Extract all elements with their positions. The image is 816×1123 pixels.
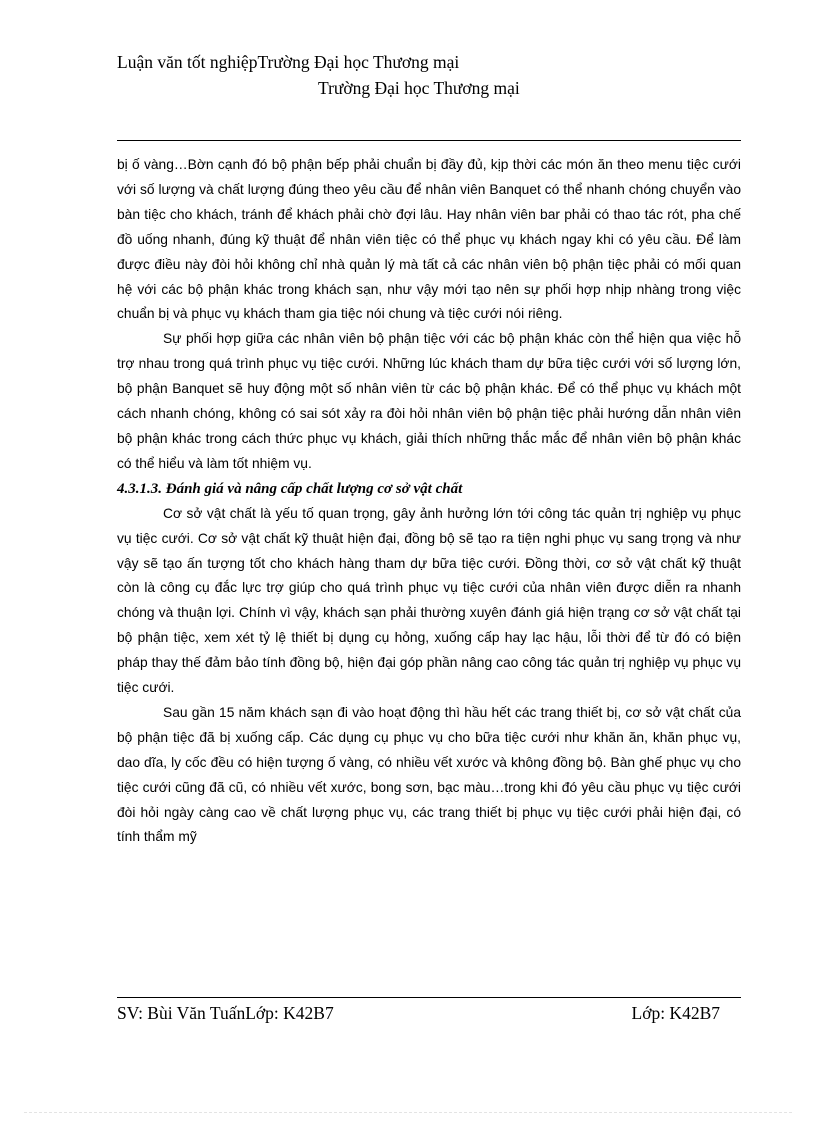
document-body xyxy=(117,153,741,850)
section-heading: 4.3.1.3. Đánh giá và nâng cấp chất lượng cơ sở vật chất xyxy=(117,480,463,497)
header-divider xyxy=(117,140,741,141)
paragraph-1: bị ố vàng…Bờn cạnh đó bộ phận bếp phải chuẩn bị đầy đủ, kịp thời các món ăn theo menu tiệc cưới với số lượng và chất lượng đúng theo yêu cầu để nhân viên Banquet có thể nhanh chóng chuyển vào bàn tiệc cho khách, tránh để khách phải chờ đợi lâu. Hay nhân viên bar phải có thao tác rót, pha chế đồ uống nhanh, đúng kỹ thuật để nhân viên tiệc có thể phục vụ khách ngay khi có yêu cầu. Để làm được điều này đòi hỏi không chỉ nhà quản lý mà tất cả các nhân viên bộ phận tiệc phải có mối quan hệ với các bộ phận khác trong khách sạn, như vậy mới tạo nên sự phối hợp nhịp nhàng trong việc chuẩn bị và phục vụ khách tham gia tiệc nói chung và tiệc cưới nói riêng. xyxy=(117,157,741,322)
page-edge xyxy=(24,1112,792,1113)
paragraph-2: Sự phối hợp giữa các nhân viên bộ phận tiệc với các bộ phận khác còn thể hiện qua việc hỗ trợ nhau trong quá trình phục vụ tiệc cưới. Những lúc khách tham dự bữa tiệc cưới với số lượng lớn, bộ phận Banquet sẽ huy động một số nhân viên từ các bộ phận khác. Để có thể phục vụ khách một cách nhanh chóng, không có sai sót xảy ra đòi hỏi nhân viên bộ phận tiệc phải hướng dẫn nhân viên bộ phận khác trong cách thức phục vụ khách, giải thích những thắc mắc để nhân viên bộ phận khác có thể hiểu và làm tốt nhiệm vụ. xyxy=(117,331,741,471)
footer-divider xyxy=(117,997,741,998)
header-subtitle: Trường Đại học Thương mại xyxy=(318,78,520,98)
footer-student: SV: Bùi Văn TuấnLớp: K42B7 xyxy=(117,1003,334,1023)
footer-class: Lớp: K42B7 xyxy=(631,1003,720,1023)
header-title: Luận văn tốt nghiệpTrường Đại học Thương mại xyxy=(117,52,460,72)
paragraph-3: Cơ sở vật chất là yếu tố quan trọng, gây ảnh hưởng lớn tới công tác quản trị nghiệp vụ phục vụ tiệc cưới. Cơ sở vật chất kỹ thuật hiện đại, đồng bộ sẽ tạo ra tiện nghi phục vụ sang trọng và như vậy sẽ tạo ấn tượng tốt cho khách hàng tham dự bữa tiệc cưới. Đồng thời, cơ sở vật chất kỹ thuật còn là công cụ đắc lực trợ giúp cho quá trình phục vụ tiệc cưới của nhân viên được diễn ra nhanh chóng và thuận lợi. Chính vì vậy, khách sạn phải thường xuyên đánh giá hiện trạng cơ sở vật chất tại bộ phận tiệc, xem xét tỷ lệ thiết bị dụng cụ hỏng, xuống cấp hay lạc hậu, lỗi thời để từ đó có biện pháp thay thế đảm bảo tính đồng bộ, hiện đại góp phần nâng cao công tác quản trị nghiệp vụ phục vụ tiệc cưới. xyxy=(117,505,741,696)
paragraph-4: Sau gần 15 năm khách sạn đi vào hoạt động thì hầu hết các trang thiết bị, cơ sở vật chất của bộ phận tiệc đã bị xuống cấp. Các dụng cụ phục vụ cho bữa tiệc cưới như khăn ăn, khăn phục vụ, dao dĩa, ly cốc đều có hiện tượng ố vàng, có nhiều vết xước và không đồng bộ. Bàn ghế phục vụ cho tiệc cưới cũng đã cũ, có nhiều vết xước, bong sơn, bạc màu…trong khi đó yêu cầu phục vụ tiệc cưới đòi hỏi ngày càng cao về chất lượng phục vụ, các trang thiết bị phục vụ tiệc cưới phải hiện đại, có tính thẩm mỹ xyxy=(117,704,741,845)
